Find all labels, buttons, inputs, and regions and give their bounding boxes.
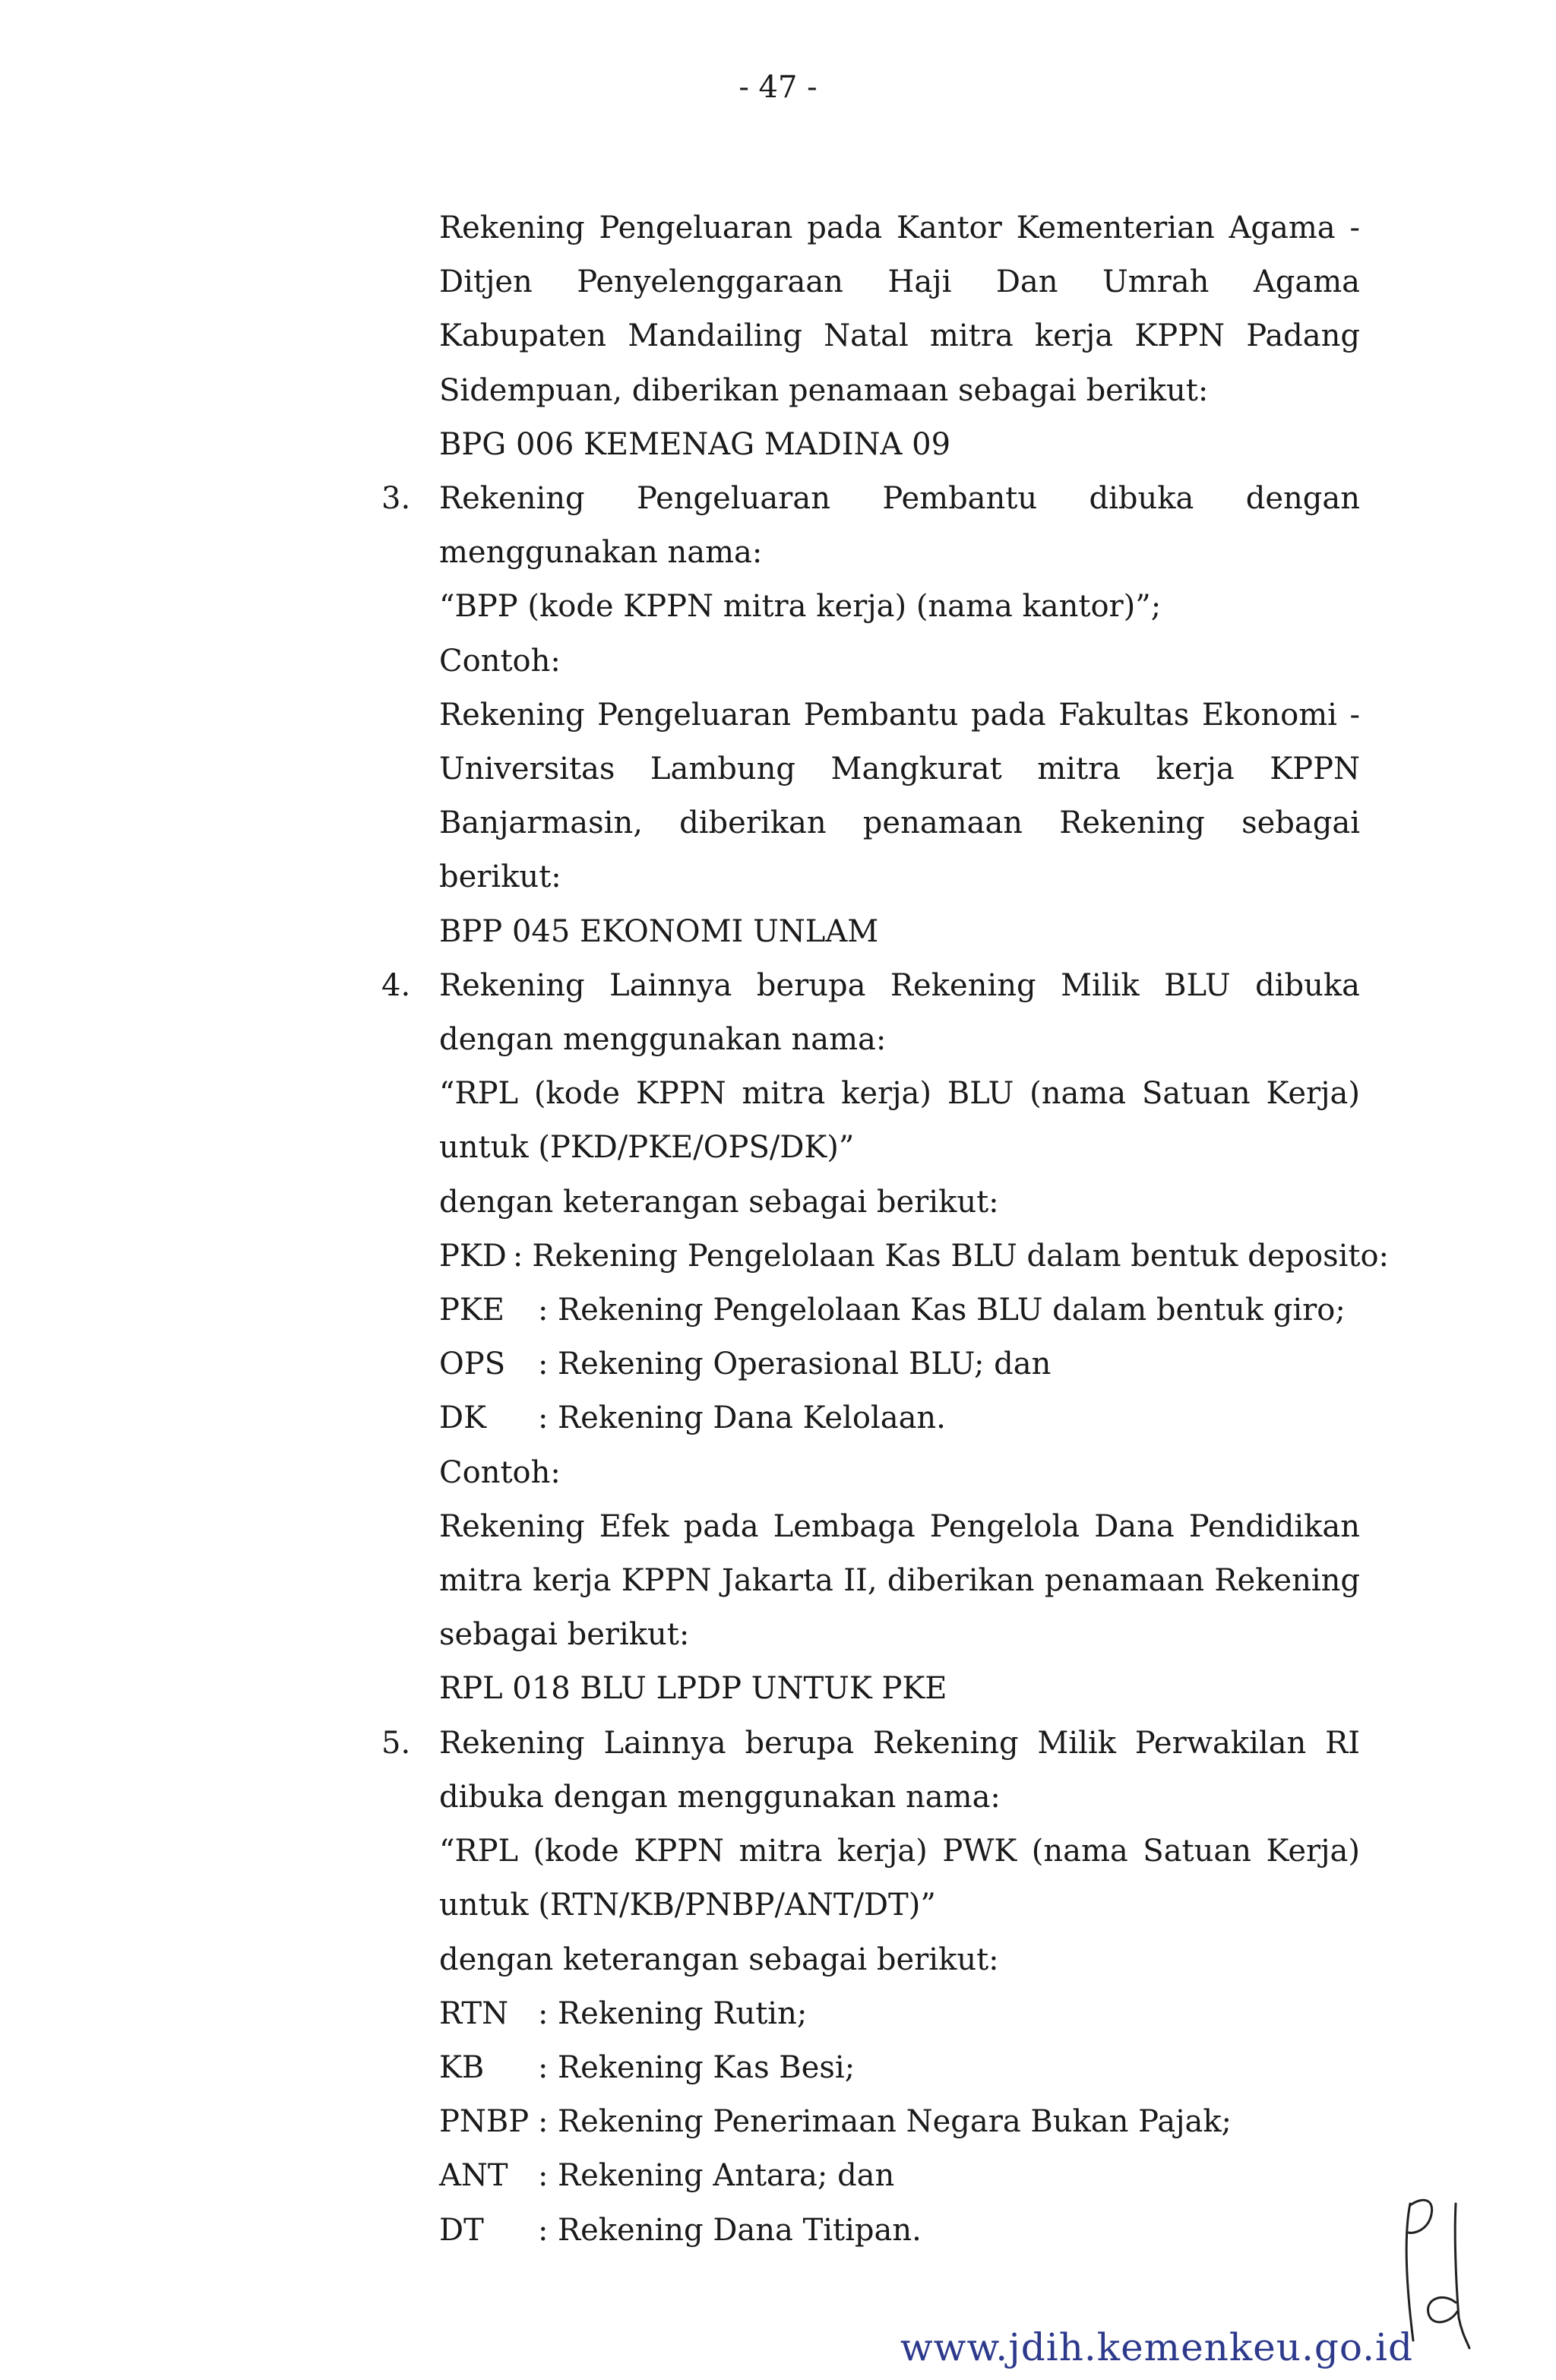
definition-separator: : [538,1293,549,1328]
naming-format: “RPL (kode KPPN mitra kerja) BLU (nama Satuan Kerja) untuk (PKD/PKE/OPS/DK)” [439,1076,1360,1166]
list-number: 3. [381,481,411,517]
list-item-4 [381,959,1390,1717]
footer-website-link[interactable]: www.jdih.kemenkeu.go.id [900,2325,1413,2369]
example-account-code: BPP 045 EKONOMI UNLAM [439,913,879,949]
example-text: Rekening Efek pada Lembaga Pengelola Dana Pendidikan mitra kerja KPPN Jakarta II, diberikan penamaan Rekening sebagai berikut: [439,1508,1360,1653]
definition-value: Rekening Rutin; [558,1995,808,2031]
definition-value: Rekening Dana Titipan. [558,2212,922,2248]
definition-separator: : [538,2158,549,2194]
definition-key: PNBP [439,2104,530,2140]
page-number: - 47 - [738,70,818,105]
example-text: Rekening Pengeluaran Pembantu pada Fakultas Ekonomi - Universitas Lambung Mangkurat mitra kerja KPPN Banjarmasin, diberikan penamaan Rekening sebagai berikut: [439,697,1360,895]
definition-row [439,1337,1360,1391]
definition-key: PKE [439,1293,504,1328]
definition-separator: : [538,1347,549,1382]
definition-value: Rekening Pengelolaan Kas BLU dalam bentuk giro; [558,1293,1346,1328]
description-label: dengan keterangan sebagai berikut: [439,1942,999,1977]
item-text: Rekening Pengeluaran Pembantu dibuka dengan menggunakan nama: [439,481,1360,571]
definition-row [439,2149,1360,2203]
definition-row [439,1283,1360,1337]
definition-row [439,2204,1360,2258]
list-number: 5. [381,1725,411,1761]
definition-key: KB [439,2049,485,2085]
definition-value: Rekening Kas Besi; [558,2049,855,2085]
definition-value: Rekening Antara; dan [558,2158,895,2194]
definition-separator: : [538,2212,549,2248]
definition-separator: : [538,2104,549,2140]
intro-paragraph: Rekening Pengeluaran pada Kantor Kementerian Agama - Ditjen Penyelenggaraan Haji Dan Umrah Agama Kabupaten Mandailing Natal mitra kerja KPPN Padang Sidempuan, diberikan penamaan sebagai berikut: [439,210,1360,408]
definition-value: Rekening Dana Kelolaan. [558,1400,946,1436]
example-account-code: RPL 018 BLU LPDP UNTUK PKE [439,1671,947,1707]
intro-account-code: BPG 006 KEMENAG MADINA 09 [439,426,951,462]
definition-value: Rekening Penerimaan Negara Bukan Pajak; [558,2104,1232,2140]
definition-row [439,1230,1390,1283]
naming-format: “BPP (kode KPPN mitra kerja) (nama kantor)”; [439,589,1162,625]
definition-value: Rekening Operasional BLU; dan [558,1347,1052,1382]
definition-row [439,1987,1360,2041]
definition-key: OPS [439,1347,506,1382]
definition-key: PKD [439,1238,507,1274]
description-label: dengan keterangan sebagai berikut: [439,1184,999,1220]
definition-row [439,1391,1360,1445]
definition-key: DT [439,2212,484,2248]
definition-separator: : [538,1995,549,2031]
definition-separator: : [538,2049,549,2085]
example-label: Contoh: [439,643,561,679]
definition-row [439,2095,1360,2149]
definition-key: DK [439,1400,486,1436]
item-text: Rekening Lainnya berupa Rekening Milik Perwakilan RI dibuka dengan menggunakan nama: [439,1725,1360,1815]
definition-row [439,2041,1360,2095]
definition-value: Rekening Pengelolaan Kas BLU dalam bentuk deposito: [532,1238,1390,1274]
definition-key: ANT [439,2158,508,2194]
document-body [381,201,1390,2258]
list-item-3 [381,472,1360,959]
list-number: 4. [381,967,411,1003]
definition-separator: : [538,1400,549,1436]
list-item-5 [381,1717,1360,2258]
example-label: Contoh: [439,1454,561,1490]
naming-format: “RPL (kode KPPN mitra kerja) PWK (nama Satuan Kerja) untuk (RTN/KB/PNBP/ANT/DT)” [439,1834,1360,1923]
definition-separator: : [512,1238,523,1274]
definition-key: RTN [439,1995,509,2031]
item-text: Rekening Lainnya berupa Rekening Milik BLU dibuka dengan menggunakan nama: [439,967,1360,1058]
